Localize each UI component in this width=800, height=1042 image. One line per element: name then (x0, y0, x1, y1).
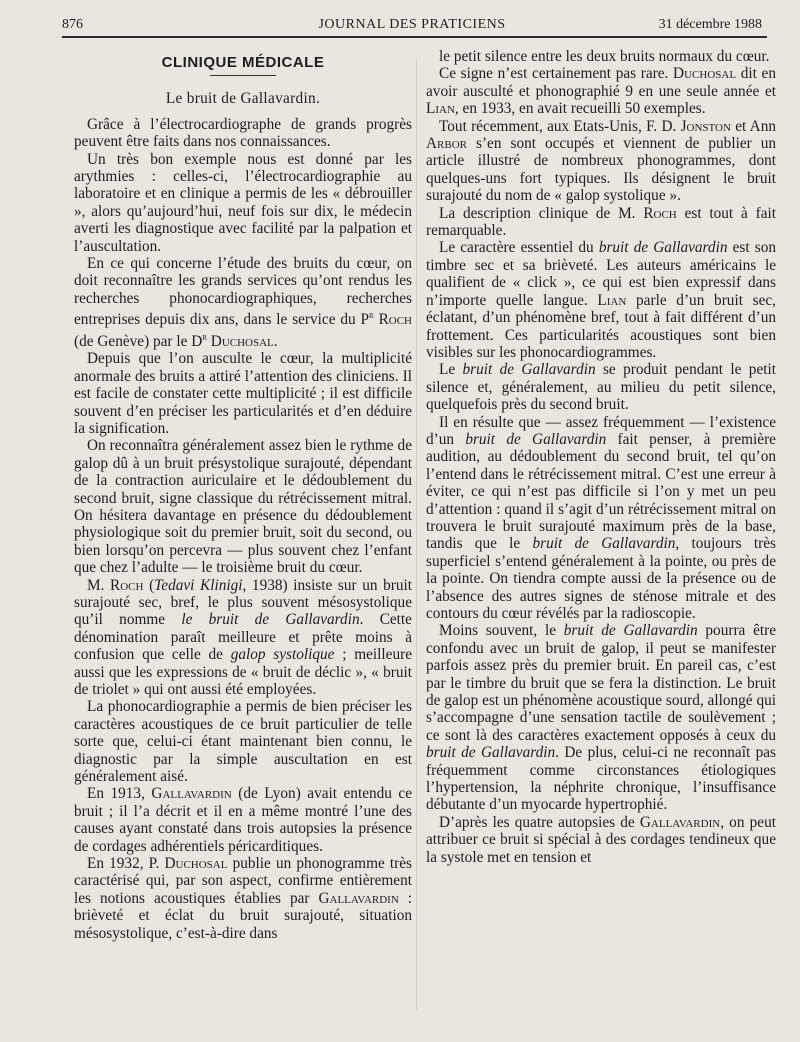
author-name: Gallavardin (151, 785, 232, 803)
author-name: Lian (426, 100, 455, 118)
journal-title: JOURNAL DES PRATICIENS (318, 17, 506, 32)
paragraph (74, 698, 412, 785)
paragraph (426, 239, 776, 361)
author-name: r (202, 331, 207, 343)
text-run: (de Genève) par le D (74, 332, 203, 350)
text-run: dit en avoir ausculté et phonographié 9 en une seule année et (426, 65, 776, 100)
paragraph (74, 151, 412, 255)
article-title: Le bruit de Gallavardin. (165, 90, 321, 108)
paragraph (426, 48, 776, 65)
section-heading: CLINIQUE MÉDICALE (161, 54, 325, 71)
text-run: En ce qui concerne l’étude des bruits du cœur, on doit reconnaître les grands services qu’ont rendus les recherches phonocardiographiques, recherches entreprises depuis dix ans, dans le service du P (74, 255, 412, 329)
page-number: 876 (62, 17, 83, 32)
italic-term: Tedavi Klinigi (154, 576, 243, 594)
left-column (74, 48, 412, 942)
text-run: Depuis que l’on ausculte le cœur, la multiplicité anormale des bruits a attiré l’attention des cliniciens. Il est facile de constater cette multiplicité ; il est difficile souvent d’en préciser les particularités et d’en déduire la signification. (74, 350, 412, 437)
text-run: et Ann (730, 117, 776, 135)
text-run: Un très bon exemple nous est donné par les arythmies : celles-ci, l’électrocardiographie au laboratoire et en clinique a permis de les « débrouiller », alors qu’aujourd’hui, neuf fois sur dix, le médecin averti les diagnostique avec facilité par la palpation et l’auscultation. (74, 150, 412, 255)
left-column-body (74, 116, 412, 942)
paragraph (74, 577, 412, 699)
header-rule (62, 36, 767, 38)
text-run: La phonocardiographie a permis de bien préciser les caractères acoustiques de ce bruit particulier de telle sorte que, celui-ci étant maintenant bien connu, le diagnostic par la simple auscultation en est généralement aisé. (74, 698, 412, 786)
text-run: . Cette dénomination paraît meilleure et prête moins à confusion que celle de (74, 611, 412, 664)
italic-term: bruit de Gallavardin (462, 361, 596, 379)
italic-term: bruit de Gallavardin (563, 622, 698, 640)
text-run: En 1932, P. (87, 855, 165, 873)
text-run: (de Lyon) avait entendu ce bruit ; il l’a décrit et il en a même montré l’une des causes ayant constaté dans trois autopsies la présence de cordages adhérentiels péricarditiques. (74, 785, 413, 855)
text-run: pourra être confondu avec un bruit de galop, il peut se manifester parfois assez près du premier bruit. En pareil cas, c’est par le timbre du bruit que se fera la distinction. Le bruit de galop est un phénomène acoustique sourd, allongé qui s’accompagne d’une sensation tactile de soulèvement ; ce sont là des caractères exactement opposés à ceux du (426, 622, 776, 744)
author-name: Roch (378, 311, 412, 329)
author-name: Duchosal (164, 855, 228, 873)
italic-term: galop systolique (230, 646, 335, 664)
text-run: Le caractère essentiel du (439, 239, 599, 257)
text-run: se produit pendant le petit silence et, généralement, au milieu du petit silence, quelquefois près du second bruit. (426, 361, 776, 414)
text-run: fait penser, à première audition, au dédoublement du second bruit, tel qu’on l’entend dans le rétrécissement mitral. C’est une erreur à éviter, ce qui n’est pas difficile si l’on y met un peu d’attention : quand il s’agit d’un rétrécissement mitral on trouvera le bruit surajouté maximum près de la base, tandis que le (426, 430, 776, 553)
paragraph (426, 65, 776, 117)
author-name: Jonston (680, 117, 731, 135)
paragraph (74, 255, 412, 350)
text-run: , on peut attribuer ce bruit si spécial à des cordages tendineux que la systole met en tension et (426, 813, 776, 866)
paragraph (74, 855, 412, 942)
heading-rule (210, 75, 276, 76)
author-name: Duchosal (673, 65, 737, 83)
text-run: est tout à fait remarquable. (426, 204, 776, 240)
paragraph (74, 785, 412, 855)
paragraph (74, 116, 412, 151)
column-divider (416, 60, 417, 1010)
text-run: Il en résulte que — assez fréquemment — l’existence d’un (426, 413, 776, 448)
italic-term: bruit de Gallavardin (532, 535, 676, 553)
text-run: , en 1933, en avait recueilli 50 exemples. (454, 100, 706, 118)
text-run: ; meilleure aussi que les expressions de « bruit de déclic », « bruit de triolet » qui ont aussi été employées. (74, 646, 412, 698)
italic-term: bruit de Gallavardin (598, 239, 728, 257)
paragraph (74, 437, 412, 576)
text-run: publie un phonogramme très caractérisé qui, par son aspect, confirme entièrement les notions acoustiques établies par (74, 855, 412, 907)
text-run: Grâce à l’électrocardiographe de grands progrès peuvent être faits dans nos connaissances. (74, 115, 412, 151)
text-run: M. (87, 576, 111, 594)
text-run: ( (143, 576, 155, 594)
italic-term: le bruit de Gallavardin (181, 611, 360, 629)
text-run: En 1913, (87, 785, 152, 803)
text-run: Tout récemment, aux Etats-Unis, F. D. (439, 117, 681, 135)
paragraph (74, 350, 412, 437)
author-name: Duchosal (210, 332, 274, 350)
paragraph (426, 205, 776, 240)
text-run: D’après les quatre autopsies de (439, 813, 640, 831)
text-run: parle d’un bruit sec, éclatant, d’un phénomène bref, tout à fait différent d’un frottement. Ces particularités acoustiques sont bien visibles sur les phonocardiogrammes. (426, 291, 777, 361)
right-column (426, 48, 776, 866)
text-run: le petit silence entre les deux bruits normaux du cœur. (439, 48, 770, 65)
paragraph (426, 622, 776, 813)
author-name: Gallavardin (318, 889, 399, 907)
text-run: . De plus, celui-ci ne reconnaît pas fréquemment comme circonstances étiologiques l’hypertension, la néphrite chronique, l’insuffisance débutante d’un myocarde hypertrophié. (426, 744, 776, 814)
italic-term: bruit de Gallavardin (426, 744, 556, 762)
italic-term: bruit de Gallavardin (465, 430, 607, 448)
author-name: Arbor (426, 135, 468, 153)
paragraph (426, 414, 776, 623)
text-run: Ce signe n’est certainement pas rare. (439, 65, 674, 83)
right-column-body (426, 48, 776, 866)
author-name: Roch (643, 204, 677, 222)
text-run: , 1938) insiste sur un bruit surajouté sec, bref, le plus souvent mésosystolique qu’il nomme (74, 576, 412, 629)
text-run: , toujours très superficiel s’entend généralement à la pointe, ou près de la pointe. On tiendra compte aussi de la présence ou de l’absence des autres signes de sténose mitrale et des contours du cœur révélés par la radioscopie. (426, 535, 776, 622)
text-run: est son timbre sec et sa brièveté. Les auteurs américains le qualifient de « click », ce qui est bien expressif dans n’importe quelle langue. (426, 239, 776, 309)
paragraph (426, 361, 776, 413)
text-run: Moins souvent, le (439, 622, 564, 640)
text-run: On reconnaîtra généralement assez bien le rythme de galop dû à un bruit présystolique surajouté, dépendant de la contraction auriculaire et le dédoublement du second bruit, signe classique du rétrécissement mitral. On hésitera davantage en présence du dédoublement physiologique soit du premier bruit, soit du second, ou bien lorsqu’on percevra — plus souvent chez l’enfant que chez l’adulte — le troisième bruit du cœur. (74, 437, 412, 577)
text-run: Le (439, 361, 463, 379)
text-run: : brièveté et éclat du bruit surajouté, situation mésosystolique, c’est-à-dire dans (74, 889, 413, 942)
text-run: . (273, 332, 278, 350)
author-name: r (369, 310, 374, 322)
text-run: La description clinique de M. (439, 204, 644, 222)
paragraph (426, 814, 776, 866)
text-run: s’en sont occupés et viennent de publier un article illustré de nombreux phonogrammes, dont quelques-uns fort typiques. Ils désignent le bruit surajouté du nom de « galop systolique ». (426, 135, 776, 205)
issue-date: 31 décembre 1988 (658, 17, 762, 32)
paragraph (426, 118, 776, 205)
author-name: Roch (110, 576, 144, 594)
author-name: Lian (597, 291, 627, 309)
author-name: Gallavardin (639, 813, 721, 831)
